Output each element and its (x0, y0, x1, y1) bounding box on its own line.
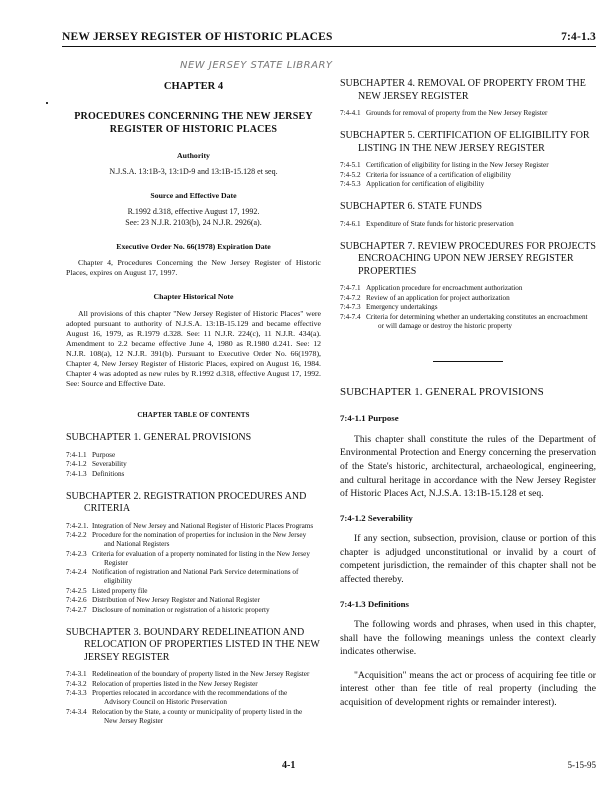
toc-subchapter-heading: SUBCHAPTER 2. REGISTRATION PROCEDURES AND CRITERIA (66, 490, 307, 515)
toc-entry-title: Properties relocated in accordance with the recommendations of the Advisory Council on Historic Preservation (92, 689, 288, 707)
toc-entry (66, 531, 321, 549)
toc-entry (66, 606, 321, 615)
toc-entry-number: 7:4-7.1 (340, 284, 361, 292)
toc-entry-title: Expenditure of State funds for historic preservation (366, 219, 514, 228)
authority-citation: N.J.S.A. 13:1B-3, 13:1D-9 and 13:1B-15.128 et seq. (109, 166, 278, 176)
toc-entry-title: Criteria for determining whether an undertaking constitutes an encroachment or will damage or destroy the historic property (366, 312, 588, 330)
toc-entry (340, 180, 596, 189)
severability-heading: 7:4-1.2 Severability (340, 512, 413, 523)
toc-entry (66, 568, 321, 586)
severability-text: If any section, subsection, provision, clause or portion of this chapter is adjudged unconstitutional or invalid by a court of competent jurisdiction, the remainder of this chapter shall not be affected thereby. (340, 533, 596, 585)
toc-entry-number: 7:4-5.2 (340, 170, 361, 179)
toc-entry-title: Listed property file (92, 586, 148, 595)
toc-entry-number: 7:4-1.1 (66, 450, 87, 459)
toc-entry (340, 294, 596, 303)
toc-entry-number: 7:4-4.1 (340, 109, 361, 117)
toc-entry (66, 708, 321, 726)
toc-entry-title: Emergency undertakings (366, 303, 438, 311)
toc-subchapter-heading: SUBCHAPTER 1. GENERAL PROVISIONS (66, 432, 252, 444)
toc-entry-number: 7:4-2.5 (66, 586, 87, 595)
toc-entry-number: 7:4-2.2 (66, 531, 87, 540)
toc-subchapter-heading: SUBCHAPTER 3. BOUNDARY REDELINEATION AND RELOCATION OF PROPERTIES LISTED IN THE NEW JERSEY REGISTER (66, 626, 320, 663)
toc-right (340, 78, 596, 331)
toc-entry-title: Relocation by the State, a county or municipality of property listed in the New Jersey Register (92, 707, 303, 725)
library-stamp: NEW JERSEY STATE LIBRARY (180, 60, 333, 71)
toc-entry-number: 7:4-1.3 (66, 469, 87, 478)
historical-note-text: All provisions of this chapter "New Jersey Register of Historic Places" were adopted pursuant to authority of N.J.S.A. 13:1B-15.129 and became effective August 16, 1979, as R.1979 d.328. See: 11 N.J.R. 224(c), 11 N.J.R. 434(a). Amendment to 2.2 became effective June 4, 1980 as R.1980 d.241. See: 12 N.J.R. 108(a), 12 N.J.R. 391(b). Pursuant to Executive Order No. 66(1978), Chapter 4, New Jersey Register of Historic Places, expired on August 16, 1984. Chapter 4 was adopted as new rules by R.1992 d.318, effective August 17, 1992. See: Source and Effective Date. (66, 308, 321, 389)
toc-entry-title: Purpose (92, 450, 116, 459)
toc-entry (66, 522, 321, 531)
toc-entry (66, 689, 321, 707)
supplement-date: 5-15-95 (567, 760, 596, 770)
toc-entry-title: Distribution of New Jersey Register and National Register (92, 596, 260, 605)
toc-entry-number: 7:4-3.3 (66, 689, 87, 698)
toc-entry (66, 470, 321, 479)
header-title: NEW JERSEY REGISTER OF HISTORIC PLACES (62, 31, 333, 43)
purpose-heading: 7:4-1.1 Purpose (340, 413, 399, 424)
chapter-label: CHAPTER 4 (163, 81, 224, 92)
toc-entry (340, 220, 596, 229)
toc-subchapter-heading: SUBCHAPTER 6. STATE FUNDS (340, 201, 483, 212)
toc-entry-title: Criteria for evaluation of a property nominated for listing in the New Jersey Register (92, 549, 310, 567)
toc-entry-number: 7:4-7.3 (340, 303, 361, 311)
toc-entry-title: Application procedure for encroachment authorization (366, 284, 523, 292)
toc-entry-number: 7:4-2.3 (66, 549, 87, 558)
toc-entry-number: 7:4-5.3 (340, 180, 361, 188)
toc-entry-number: 7:4-2.7 (66, 605, 87, 614)
toc-entry (340, 303, 596, 312)
running-header (62, 28, 596, 47)
toc-entry (66, 587, 321, 596)
scan-speck (46, 102, 48, 104)
toc-entry-number: 7:4-7.2 (340, 293, 361, 302)
toc-entry-number: 7:4-6.1 (340, 219, 361, 228)
subchapter-1-heading: SUBCHAPTER 1. GENERAL PROVISIONS (340, 385, 544, 398)
source-line-2: See: 23 N.J.R. 2103(b), 24 N.J.R. 2926(a). (125, 217, 262, 227)
page-number: 4-1 (282, 760, 296, 771)
toc-entry-title: Certification of eligibility for listing in the New Jersey Register (366, 161, 549, 169)
toc-entry-title: Criteria for issuance of a certification of eligibility (366, 170, 512, 179)
toc-entry (66, 680, 321, 689)
historical-note-heading: Chapter Historical Note (153, 292, 234, 302)
toc-entry-title: Procedure for the nomination of properties for inclusion in the New Jersey and National Registers (92, 531, 307, 549)
toc-subchapter-heading: SUBCHAPTER 5. CERTIFICATION OF ELIGIBILITY FOR LISTING IN THE NEW JERSEY REGISTER (340, 130, 590, 154)
toc-subchapter-heading: SUBCHAPTER 7. REVIEW PROCEDURES FOR PROJECTS ENCROACHING UPON NEW JERSEY REGISTER PROPERTIES (340, 240, 596, 277)
toc-entry (340, 284, 596, 293)
right-column (340, 78, 596, 720)
executive-order-heading: Executive Order No. 66(1978) Expiration Date (116, 242, 271, 252)
source-line-1: R.1992 d.318, effective August 17, 1992. (127, 207, 260, 217)
toc-entry-title: Disclosure of nomination or registration of a historic property (92, 605, 270, 614)
definitions-heading: 7:4-1.3 Definitions (340, 598, 409, 609)
toc-entry-number: 7:4-2.6 (66, 596, 87, 605)
toc-entry-title: Grounds for removal of property from the New Jersey Register (366, 109, 548, 117)
chapter-title: PROCEDURES CONCERNING THE NEW JERSEY REGISTER OF HISTORIC PLACES (74, 110, 313, 136)
toc-subchapter-heading: SUBCHAPTER 4. REMOVAL OF PROPERTY FROM THE NEW JERSEY REGISTER (340, 78, 586, 102)
toc-entry-number: 7:4-2.4 (66, 568, 87, 577)
executive-order-text: Chapter 4, Procedures Concerning the New Jersey Register of Historic Places, expires on August 17, 1997. (66, 258, 321, 278)
toc-title: CHAPTER TABLE OF CONTENTS (137, 411, 250, 419)
toc-entry-number: 7:4-7.4 (340, 312, 361, 321)
toc-entry-number: 7:4-3.4 (66, 707, 87, 716)
toc-entry-title: Relocation of properties listed in the New Jersey Register (92, 679, 258, 688)
toc-entry (66, 550, 321, 568)
toc-entry (66, 596, 321, 605)
toc-entry (340, 161, 596, 170)
authority-heading: Authority (177, 150, 210, 160)
toc-entry-title: Integration of New Jersey and National Register of Historic Places Programs (92, 521, 314, 530)
left-column (66, 78, 321, 726)
toc-entry-title: Severability (92, 460, 127, 469)
toc-entry (66, 670, 321, 679)
toc-entry (340, 313, 596, 331)
toc-entry-number: 7:4-2.1. (66, 521, 89, 530)
toc-entry-title: Application for certification of eligibility (366, 180, 485, 188)
toc-entry-number: 7:4-1.2 (66, 460, 87, 469)
definitions-intro: The following words and phrases, when used in this chapter, shall have the following meanings unless the context clearly indicates otherwise. (340, 619, 596, 658)
toc-entry (66, 451, 321, 460)
toc-entry-title: Redelineation of the boundary of property listed in the New Jersey Register (92, 670, 310, 679)
toc-entry-title: Definitions (92, 469, 125, 478)
toc-entry-number: 7:4-3.1 (66, 670, 87, 679)
section-divider (433, 361, 503, 362)
toc-entry-title: Review of an application for project authorization (366, 293, 510, 302)
toc-entry-number: 7:4-3.2 (66, 679, 87, 688)
purpose-text: This chapter shall constitute the rules of the Department of Environmental Protection and Energy concerning the preservation of the State's historic, architectural, archaeological, engineering, and cultural heritage in accordance with the New Jersey Register of Historic Places Act, N.J.S.A. 13:1B-15.128 et seq. (340, 433, 596, 500)
toc-entry (66, 460, 321, 469)
header-section-number: 7:4-1.3 (561, 31, 596, 43)
toc-entry-title: Notification of registration and National Park Service determinations of eligibility (92, 568, 299, 586)
toc-entry (340, 109, 596, 118)
toc-entry (340, 171, 596, 180)
toc-entry-number: 7:4-5.1 (340, 161, 361, 169)
source-heading: Source and Effective Date (150, 191, 237, 201)
definition-acquisition: "Acquisition" means the act or process of acquiring fee title or interest other than fee title of real property (including the acquisition of development rights or remainder interest). (340, 669, 596, 709)
toc-left (66, 432, 321, 726)
